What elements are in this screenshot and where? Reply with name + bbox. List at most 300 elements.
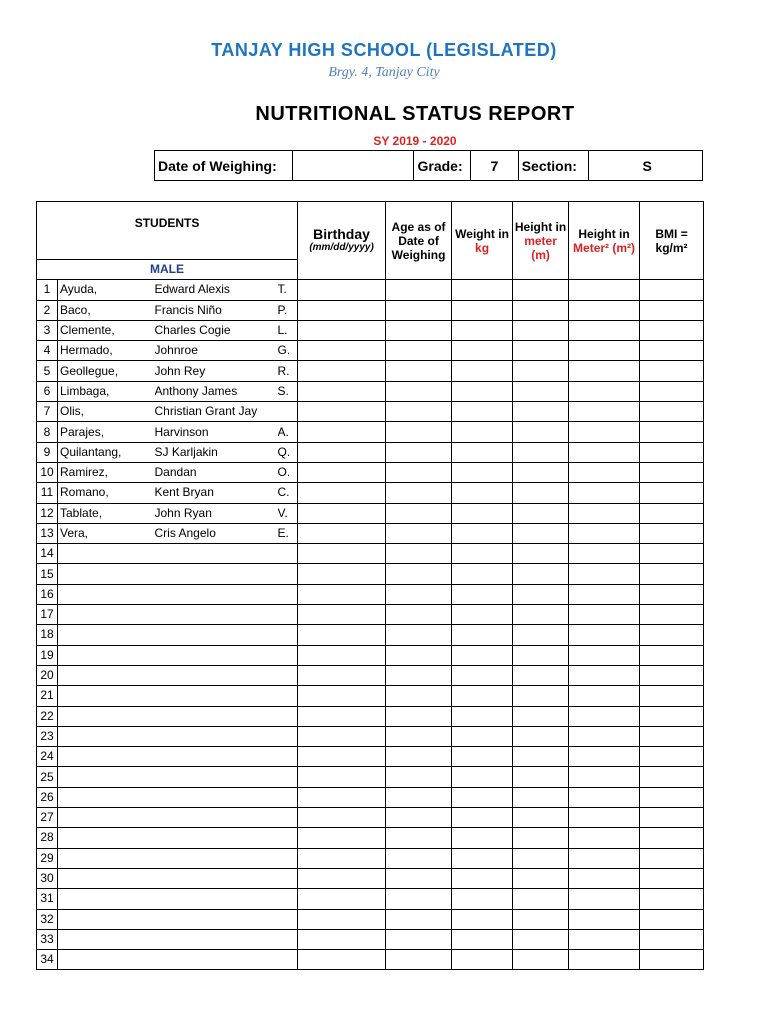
birthday-cell[interactable] (298, 686, 386, 706)
last-name[interactable] (58, 605, 155, 625)
bmi-cell[interactable] (640, 402, 704, 422)
birthday-cell[interactable] (298, 868, 386, 888)
last-name[interactable]: Tablate, (58, 503, 155, 523)
last-name[interactable] (58, 544, 155, 564)
age-cell[interactable] (386, 747, 452, 767)
middle-initial[interactable]: T. (278, 280, 298, 300)
height-m-cell[interactable] (513, 625, 569, 645)
birthday-cell[interactable] (298, 564, 386, 584)
height-m-cell[interactable] (513, 381, 569, 401)
height-m2-cell[interactable] (569, 341, 640, 361)
middle-initial[interactable]: A. (278, 422, 298, 442)
height-m-cell[interactable] (513, 848, 569, 868)
middle-initial[interactable] (278, 706, 298, 726)
height-m2-cell[interactable] (569, 442, 640, 462)
height-m-cell[interactable] (513, 909, 569, 929)
weight-cell[interactable] (452, 523, 513, 543)
middle-initial[interactable] (278, 828, 298, 848)
middle-initial[interactable] (278, 726, 298, 746)
middle-initial[interactable] (278, 889, 298, 909)
birthday-cell[interactable] (298, 544, 386, 564)
bmi-cell[interactable] (640, 605, 704, 625)
age-cell[interactable] (386, 950, 452, 970)
height-m2-cell[interactable] (569, 625, 640, 645)
height-m2-cell[interactable] (569, 787, 640, 807)
first-name[interactable] (155, 605, 278, 625)
birthday-cell[interactable] (298, 422, 386, 442)
middle-initial[interactable] (278, 402, 298, 422)
weight-cell[interactable] (452, 341, 513, 361)
age-cell[interactable] (386, 828, 452, 848)
last-name[interactable] (58, 706, 155, 726)
last-name[interactable] (58, 726, 155, 746)
height-m-cell[interactable] (513, 828, 569, 848)
weight-cell[interactable] (452, 929, 513, 949)
middle-initial[interactable] (278, 665, 298, 685)
birthday-cell[interactable] (298, 889, 386, 909)
height-m-cell[interactable] (513, 868, 569, 888)
last-name[interactable]: Geollegue, (58, 361, 155, 381)
middle-initial[interactable]: L. (278, 320, 298, 340)
birthday-cell[interactable] (298, 402, 386, 422)
height-m2-cell[interactable] (569, 320, 640, 340)
height-m-cell[interactable] (513, 483, 569, 503)
last-name[interactable] (58, 584, 155, 604)
birthday-cell[interactable] (298, 747, 386, 767)
first-name[interactable]: Charles Cogie (155, 320, 278, 340)
bmi-cell[interactable] (640, 381, 704, 401)
height-m-cell[interactable] (513, 280, 569, 300)
weight-cell[interactable] (452, 381, 513, 401)
height-m2-cell[interactable] (569, 300, 640, 320)
age-cell[interactable] (386, 503, 452, 523)
middle-initial[interactable]: R. (278, 361, 298, 381)
height-m2-cell[interactable] (569, 280, 640, 300)
birthday-cell[interactable] (298, 442, 386, 462)
birthday-cell[interactable] (298, 828, 386, 848)
height-m-cell[interactable] (513, 747, 569, 767)
height-m2-cell[interactable] (569, 808, 640, 828)
height-m-cell[interactable] (513, 564, 569, 584)
grade-field[interactable]: 7 (471, 151, 519, 181)
weight-cell[interactable] (452, 808, 513, 828)
middle-initial[interactable] (278, 767, 298, 787)
weight-cell[interactable] (452, 300, 513, 320)
weight-cell[interactable] (452, 686, 513, 706)
height-m2-cell[interactable] (569, 523, 640, 543)
height-m2-cell[interactable] (569, 422, 640, 442)
weight-cell[interactable] (452, 767, 513, 787)
height-m2-cell[interactable] (569, 483, 640, 503)
last-name[interactable] (58, 686, 155, 706)
first-name[interactable]: Harvinson (155, 422, 278, 442)
middle-initial[interactable] (278, 848, 298, 868)
height-m-cell[interactable] (513, 361, 569, 381)
age-cell[interactable] (386, 341, 452, 361)
bmi-cell[interactable] (640, 645, 704, 665)
bmi-cell[interactable] (640, 422, 704, 442)
first-name[interactable] (155, 544, 278, 564)
height-m2-cell[interactable] (569, 889, 640, 909)
birthday-cell[interactable] (298, 483, 386, 503)
weight-cell[interactable] (452, 320, 513, 340)
age-cell[interactable] (386, 706, 452, 726)
height-m-cell[interactable] (513, 422, 569, 442)
middle-initial[interactable] (278, 605, 298, 625)
height-m-cell[interactable] (513, 706, 569, 726)
age-cell[interactable] (386, 381, 452, 401)
first-name[interactable]: SJ Karljakin (155, 442, 278, 462)
bmi-cell[interactable] (640, 523, 704, 543)
height-m2-cell[interactable] (569, 564, 640, 584)
height-m2-cell[interactable] (569, 381, 640, 401)
last-name[interactable]: Baco, (58, 300, 155, 320)
middle-initial[interactable]: C. (278, 483, 298, 503)
height-m2-cell[interactable] (569, 462, 640, 482)
last-name[interactable] (58, 787, 155, 807)
weight-cell[interactable] (452, 747, 513, 767)
last-name[interactable] (58, 868, 155, 888)
height-m-cell[interactable] (513, 544, 569, 564)
birthday-cell[interactable] (298, 848, 386, 868)
age-cell[interactable] (386, 929, 452, 949)
height-m-cell[interactable] (513, 686, 569, 706)
bmi-cell[interactable] (640, 483, 704, 503)
last-name[interactable]: Vera, (58, 523, 155, 543)
height-m2-cell[interactable] (569, 950, 640, 970)
bmi-cell[interactable] (640, 442, 704, 462)
first-name[interactable] (155, 950, 278, 970)
last-name[interactable] (58, 665, 155, 685)
bmi-cell[interactable] (640, 868, 704, 888)
height-m-cell[interactable] (513, 442, 569, 462)
last-name[interactable] (58, 747, 155, 767)
first-name[interactable] (155, 808, 278, 828)
weight-cell[interactable] (452, 950, 513, 970)
bmi-cell[interactable] (640, 564, 704, 584)
age-cell[interactable] (386, 483, 452, 503)
middle-initial[interactable] (278, 645, 298, 665)
bmi-cell[interactable] (640, 341, 704, 361)
bmi-cell[interactable] (640, 625, 704, 645)
height-m-cell[interactable] (513, 787, 569, 807)
birthday-cell[interactable] (298, 625, 386, 645)
birthday-cell[interactable] (298, 523, 386, 543)
birthday-cell[interactable] (298, 787, 386, 807)
birthday-cell[interactable] (298, 767, 386, 787)
first-name[interactable] (155, 747, 278, 767)
birthday-cell[interactable] (298, 808, 386, 828)
last-name[interactable] (58, 929, 155, 949)
date-field[interactable] (293, 151, 414, 181)
first-name[interactable]: Kent Bryan (155, 483, 278, 503)
middle-initial[interactable] (278, 544, 298, 564)
bmi-cell[interactable] (640, 828, 704, 848)
first-name[interactable]: Johnroe (155, 341, 278, 361)
last-name[interactable] (58, 645, 155, 665)
middle-initial[interactable] (278, 808, 298, 828)
height-m2-cell[interactable] (569, 767, 640, 787)
height-m2-cell[interactable] (569, 361, 640, 381)
height-m2-cell[interactable] (569, 726, 640, 746)
bmi-cell[interactable] (640, 320, 704, 340)
bmi-cell[interactable] (640, 584, 704, 604)
height-m-cell[interactable] (513, 665, 569, 685)
first-name[interactable] (155, 868, 278, 888)
last-name[interactable] (58, 950, 155, 970)
last-name[interactable] (58, 564, 155, 584)
middle-initial[interactable] (278, 950, 298, 970)
height-m-cell[interactable] (513, 300, 569, 320)
middle-initial[interactable]: P. (278, 300, 298, 320)
last-name[interactable]: Limbaga, (58, 381, 155, 401)
first-name[interactable]: Cris Angelo (155, 523, 278, 543)
middle-initial[interactable] (278, 929, 298, 949)
height-m2-cell[interactable] (569, 909, 640, 929)
first-name[interactable]: Anthony James (155, 381, 278, 401)
age-cell[interactable] (386, 625, 452, 645)
middle-initial[interactable] (278, 787, 298, 807)
age-cell[interactable] (386, 848, 452, 868)
birthday-cell[interactable] (298, 726, 386, 746)
weight-cell[interactable] (452, 462, 513, 482)
bmi-cell[interactable] (640, 280, 704, 300)
weight-cell[interactable] (452, 625, 513, 645)
height-m2-cell[interactable] (569, 686, 640, 706)
bmi-cell[interactable] (640, 889, 704, 909)
height-m-cell[interactable] (513, 605, 569, 625)
birthday-cell[interactable] (298, 381, 386, 401)
height-m2-cell[interactable] (569, 665, 640, 685)
last-name[interactable]: Ramirez, (58, 462, 155, 482)
weight-cell[interactable] (452, 422, 513, 442)
age-cell[interactable] (386, 584, 452, 604)
height-m2-cell[interactable] (569, 828, 640, 848)
last-name[interactable] (58, 808, 155, 828)
first-name[interactable] (155, 706, 278, 726)
middle-initial[interactable] (278, 909, 298, 929)
weight-cell[interactable] (452, 503, 513, 523)
birthday-cell[interactable] (298, 665, 386, 685)
height-m2-cell[interactable] (569, 503, 640, 523)
height-m-cell[interactable] (513, 808, 569, 828)
height-m-cell[interactable] (513, 950, 569, 970)
height-m-cell[interactable] (513, 320, 569, 340)
weight-cell[interactable] (452, 402, 513, 422)
birthday-cell[interactable] (298, 909, 386, 929)
first-name[interactable] (155, 767, 278, 787)
last-name[interactable] (58, 625, 155, 645)
first-name[interactable]: Dandan (155, 462, 278, 482)
weight-cell[interactable] (452, 706, 513, 726)
age-cell[interactable] (386, 605, 452, 625)
first-name[interactable] (155, 929, 278, 949)
age-cell[interactable] (386, 726, 452, 746)
birthday-cell[interactable] (298, 645, 386, 665)
first-name[interactable] (155, 665, 278, 685)
age-cell[interactable] (386, 300, 452, 320)
bmi-cell[interactable] (640, 361, 704, 381)
height-m-cell[interactable] (513, 889, 569, 909)
age-cell[interactable] (386, 564, 452, 584)
birthday-cell[interactable] (298, 503, 386, 523)
last-name[interactable]: Romano, (58, 483, 155, 503)
middle-initial[interactable] (278, 625, 298, 645)
birthday-cell[interactable] (298, 929, 386, 949)
age-cell[interactable] (386, 645, 452, 665)
weight-cell[interactable] (452, 868, 513, 888)
height-m2-cell[interactable] (569, 544, 640, 564)
age-cell[interactable] (386, 523, 452, 543)
age-cell[interactable] (386, 361, 452, 381)
first-name[interactable]: Edward Alexis (155, 280, 278, 300)
birthday-cell[interactable] (298, 341, 386, 361)
height-m-cell[interactable] (513, 503, 569, 523)
age-cell[interactable] (386, 665, 452, 685)
height-m2-cell[interactable] (569, 929, 640, 949)
middle-initial[interactable] (278, 747, 298, 767)
section-field[interactable]: S (588, 151, 702, 181)
height-m2-cell[interactable] (569, 747, 640, 767)
height-m2-cell[interactable] (569, 868, 640, 888)
birthday-cell[interactable] (298, 280, 386, 300)
height-m-cell[interactable] (513, 462, 569, 482)
age-cell[interactable] (386, 909, 452, 929)
age-cell[interactable] (386, 402, 452, 422)
last-name[interactable] (58, 889, 155, 909)
last-name[interactable]: Olis, (58, 402, 155, 422)
middle-initial[interactable]: Q. (278, 442, 298, 462)
birthday-cell[interactable] (298, 361, 386, 381)
weight-cell[interactable] (452, 726, 513, 746)
last-name[interactable] (58, 848, 155, 868)
bmi-cell[interactable] (640, 787, 704, 807)
weight-cell[interactable] (452, 848, 513, 868)
weight-cell[interactable] (452, 442, 513, 462)
first-name[interactable] (155, 889, 278, 909)
birthday-cell[interactable] (298, 300, 386, 320)
weight-cell[interactable] (452, 909, 513, 929)
weight-cell[interactable] (452, 564, 513, 584)
bmi-cell[interactable] (640, 706, 704, 726)
height-m2-cell[interactable] (569, 848, 640, 868)
middle-initial[interactable]: E. (278, 523, 298, 543)
first-name[interactable]: Francis Niño (155, 300, 278, 320)
middle-initial[interactable]: O. (278, 462, 298, 482)
bmi-cell[interactable] (640, 848, 704, 868)
bmi-cell[interactable] (640, 686, 704, 706)
first-name[interactable]: Christian Grant Jay (155, 402, 278, 422)
age-cell[interactable] (386, 808, 452, 828)
last-name[interactable]: Ayuda, (58, 280, 155, 300)
middle-initial[interactable]: V. (278, 503, 298, 523)
height-m2-cell[interactable] (569, 584, 640, 604)
middle-initial[interactable]: S. (278, 381, 298, 401)
height-m-cell[interactable] (513, 645, 569, 665)
first-name[interactable] (155, 625, 278, 645)
bmi-cell[interactable] (640, 726, 704, 746)
height-m-cell[interactable] (513, 767, 569, 787)
bmi-cell[interactable] (640, 747, 704, 767)
birthday-cell[interactable] (298, 584, 386, 604)
last-name[interactable]: Parajes, (58, 422, 155, 442)
age-cell[interactable] (386, 544, 452, 564)
weight-cell[interactable] (452, 828, 513, 848)
birthday-cell[interactable] (298, 605, 386, 625)
age-cell[interactable] (386, 686, 452, 706)
height-m2-cell[interactable] (569, 605, 640, 625)
first-name[interactable] (155, 686, 278, 706)
last-name[interactable]: Hermado, (58, 341, 155, 361)
height-m-cell[interactable] (513, 726, 569, 746)
weight-cell[interactable] (452, 605, 513, 625)
weight-cell[interactable] (452, 361, 513, 381)
bmi-cell[interactable] (640, 544, 704, 564)
last-name[interactable]: Clemente, (58, 320, 155, 340)
birthday-cell[interactable] (298, 706, 386, 726)
height-m-cell[interactable] (513, 584, 569, 604)
age-cell[interactable] (386, 320, 452, 340)
bmi-cell[interactable] (640, 929, 704, 949)
height-m-cell[interactable] (513, 402, 569, 422)
weight-cell[interactable] (452, 787, 513, 807)
height-m-cell[interactable] (513, 929, 569, 949)
age-cell[interactable] (386, 422, 452, 442)
age-cell[interactable] (386, 462, 452, 482)
age-cell[interactable] (386, 889, 452, 909)
age-cell[interactable] (386, 868, 452, 888)
height-m2-cell[interactable] (569, 402, 640, 422)
bmi-cell[interactable] (640, 665, 704, 685)
birthday-cell[interactable] (298, 950, 386, 970)
first-name[interactable] (155, 564, 278, 584)
weight-cell[interactable] (452, 483, 513, 503)
weight-cell[interactable] (452, 665, 513, 685)
last-name[interactable] (58, 767, 155, 787)
bmi-cell[interactable] (640, 950, 704, 970)
height-m-cell[interactable] (513, 523, 569, 543)
middle-initial[interactable]: G. (278, 341, 298, 361)
first-name[interactable] (155, 787, 278, 807)
weight-cell[interactable] (452, 889, 513, 909)
age-cell[interactable] (386, 442, 452, 462)
height-m2-cell[interactable] (569, 645, 640, 665)
bmi-cell[interactable] (640, 462, 704, 482)
bmi-cell[interactable] (640, 503, 704, 523)
birthday-cell[interactable] (298, 320, 386, 340)
height-m2-cell[interactable] (569, 706, 640, 726)
last-name[interactable]: Quilantang, (58, 442, 155, 462)
first-name[interactable]: John Rey (155, 361, 278, 381)
last-name[interactable] (58, 828, 155, 848)
first-name[interactable] (155, 726, 278, 746)
weight-cell[interactable] (452, 645, 513, 665)
bmi-cell[interactable] (640, 767, 704, 787)
first-name[interactable] (155, 645, 278, 665)
height-m-cell[interactable] (513, 341, 569, 361)
last-name[interactable] (58, 909, 155, 929)
middle-initial[interactable] (278, 564, 298, 584)
weight-cell[interactable] (452, 280, 513, 300)
birthday-cell[interactable] (298, 462, 386, 482)
bmi-cell[interactable] (640, 808, 704, 828)
age-cell[interactable] (386, 787, 452, 807)
first-name[interactable] (155, 909, 278, 929)
age-cell[interactable] (386, 767, 452, 787)
weight-cell[interactable] (452, 544, 513, 564)
middle-initial[interactable] (278, 868, 298, 888)
first-name[interactable] (155, 848, 278, 868)
